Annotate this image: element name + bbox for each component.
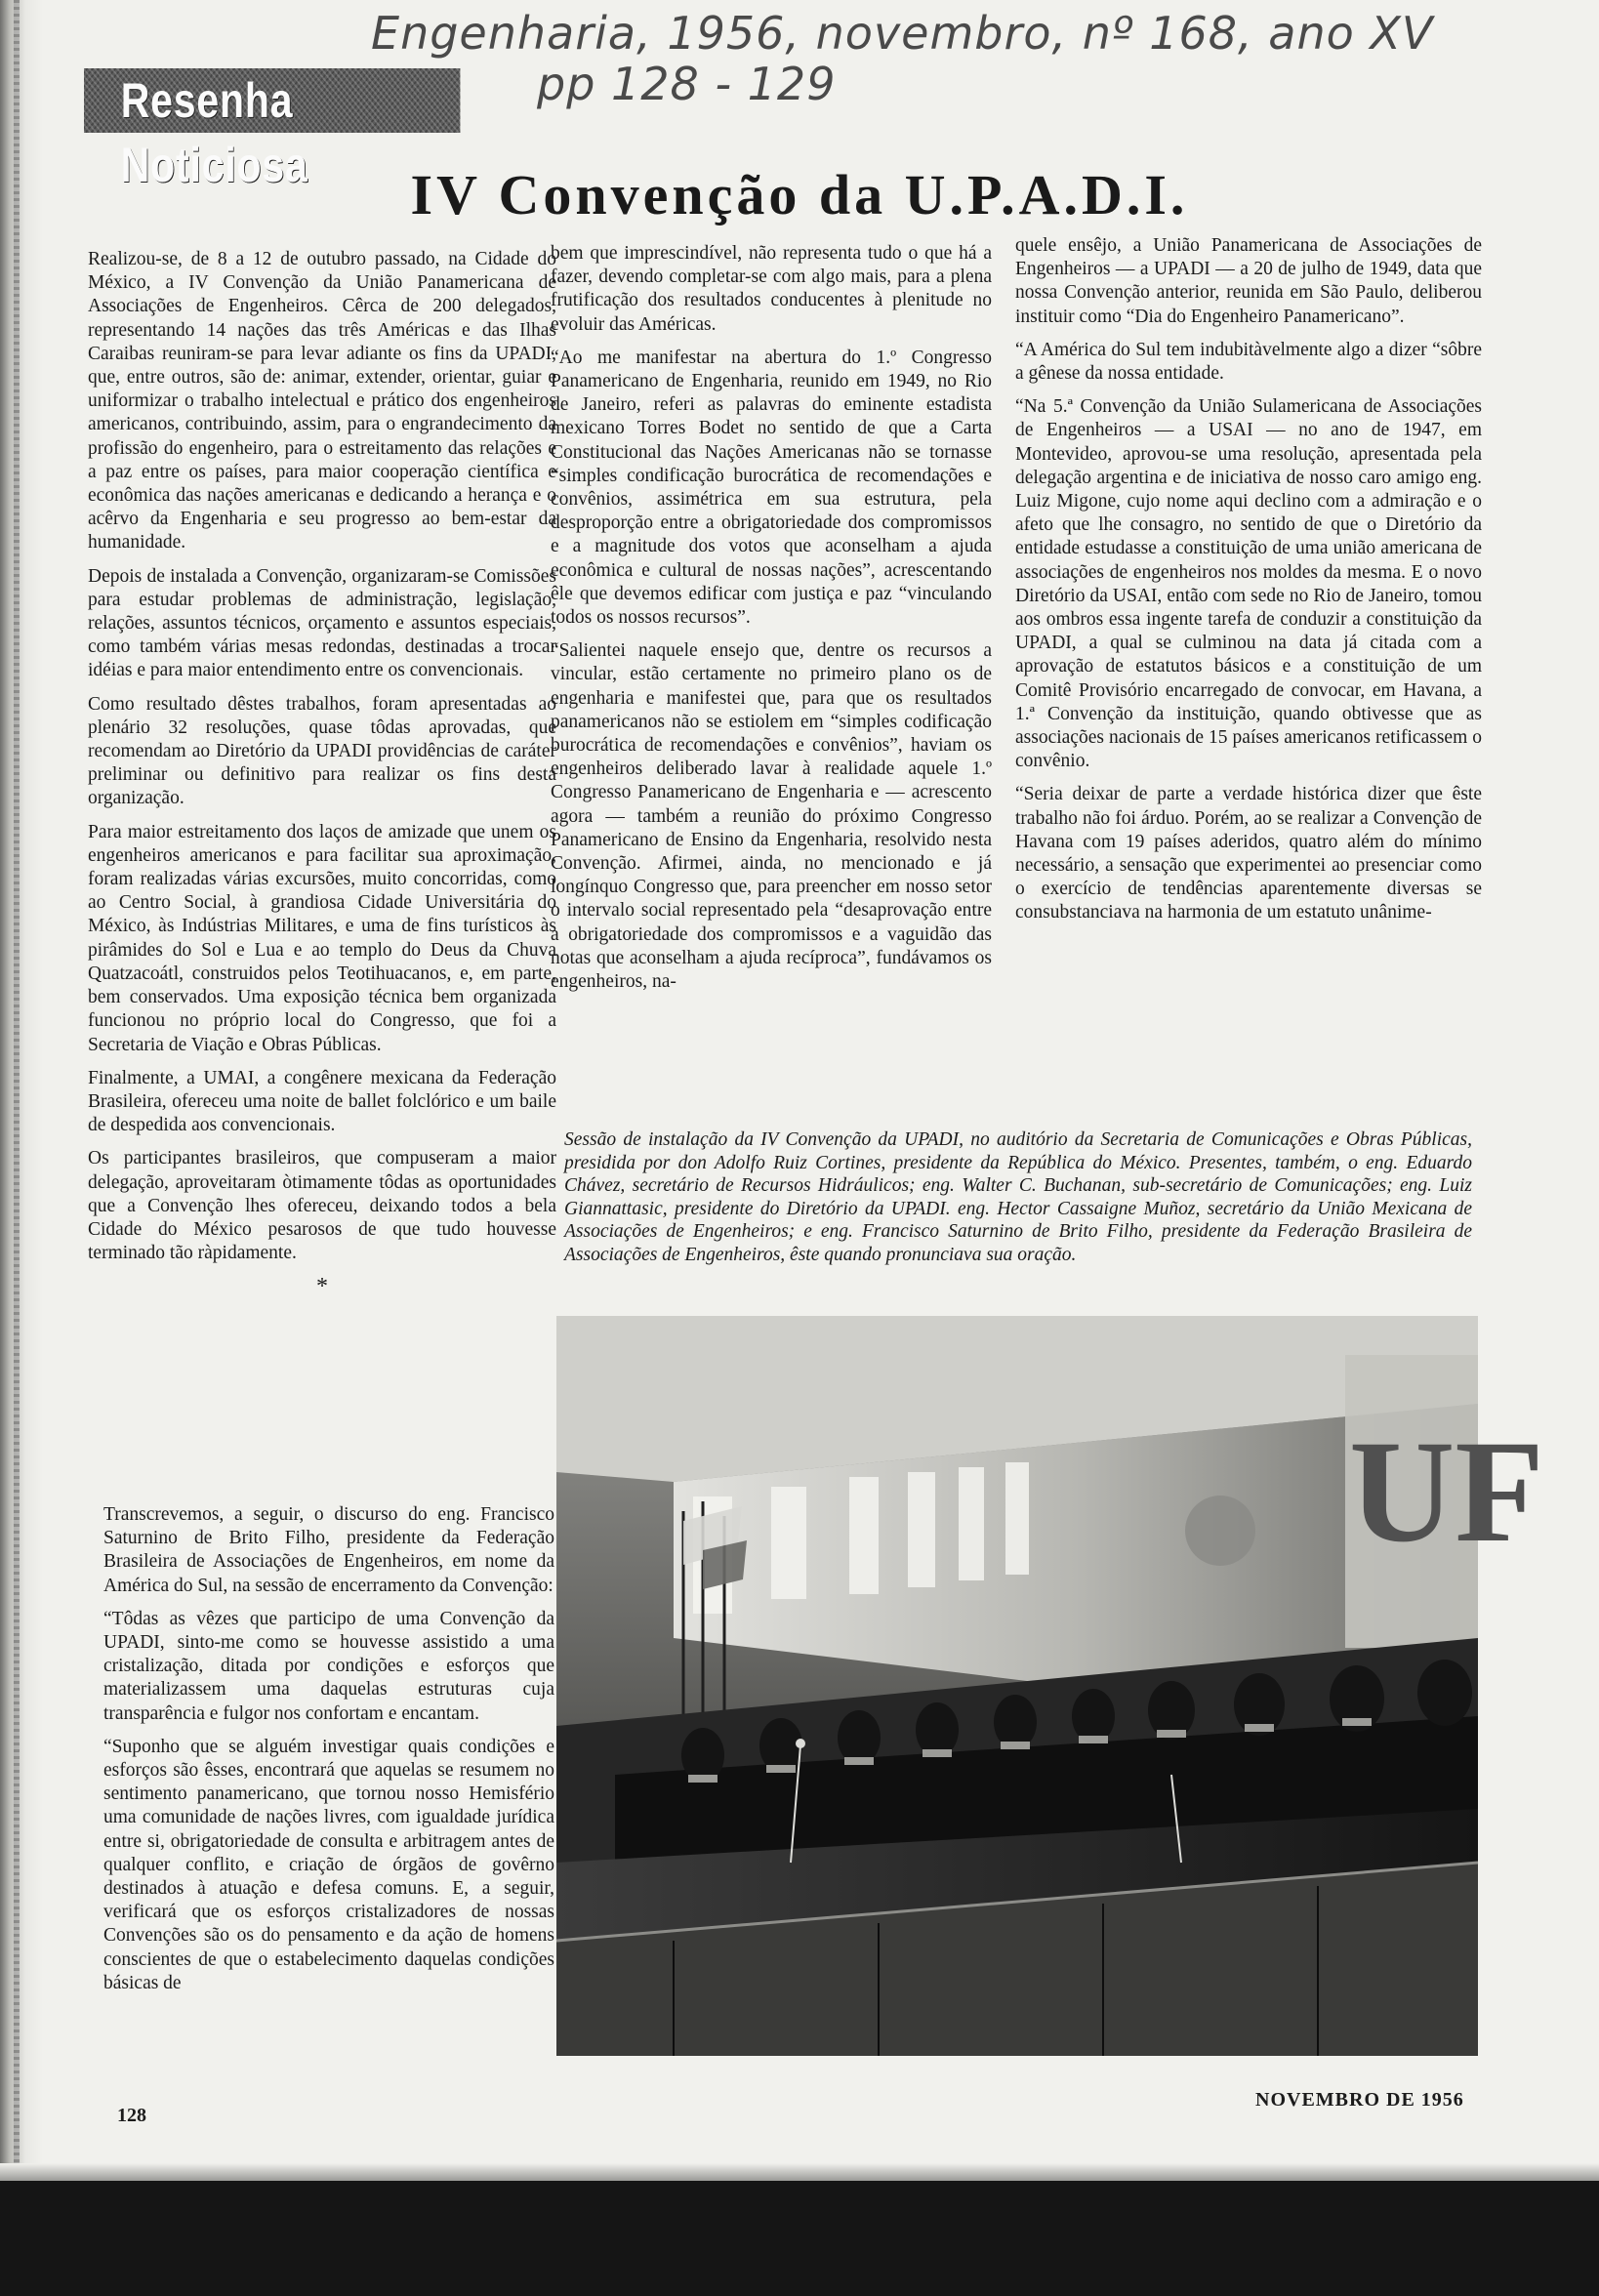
photo-caption: Sessão de instalação da IV Convenção da UPADI, no auditório da Secretaria de Comunicações e Obras Públicas, presidida por don Adolfo Ruiz Cortines, presidente da República do México. Presentes, também, o eng. Eduardo Chávez, secretário de Recursos Hidráulicos; eng. Walter C. Buchanan, sub-secretário de Comunicações; eng. Luiz Giannattasic, presidente do Diretório da UPADI. eng. Hector Cassaigne Muñoz, secretário da União Mexicana de Associações de Engenheiros; e eng. Francisco Saturnino de Brito Filho, presidente da Federação Brasileira de Associações de Engenheiros, êste quando pronunciava sua oração. [564, 1129, 1472, 1265]
scan-binding-edge [0, 0, 43, 2296]
section-label: Resenha Noticiosa [120, 73, 308, 192]
paragraph: “A América do Sul tem indubitàvelmente algo a dizer “sôbre a gênese da nossa entidade. [1015, 339, 1482, 385]
column-2 [551, 242, 992, 1004]
section-separator: * [316, 1274, 328, 1300]
scan-bottom-border [0, 2181, 1599, 2296]
annotation-line-1: Engenharia, 1956, novembro, nº 168, ano XV [371, 7, 1434, 60]
column-1 [88, 248, 556, 1309]
issue-date: NOVEMBRO DE 1956 [1255, 2089, 1464, 2111]
column-1-speech [103, 1503, 554, 2005]
paragraph: Depois de instalada a Convenção, organizaram-se Comissões para estudar problemas de administração, legislação, relações, assuntos técnicos, orçamento e assuntos especiais, como também várias mesas redondas, destinadas a trocar idéias e para maior entendimento entre os convencionais. [88, 565, 556, 681]
wall-sign-letters: UF [1349, 1411, 1544, 1573]
handwritten-annotation [371, 8, 1581, 109]
paragraph: “Seria deixar de parte a verdade histórica dizer que êste trabalho não foi árduo. Porém, ao se realizar a Convenção de Havana com 19 países aderidos, quatro além do mínimo necessário, a sensação que experimentei ao presenciar como o exercício de tendências aparentemente diversas se consubstanciava na harmonia de um estatuto unânime- [1015, 784, 1482, 923]
paragraph: Finalmente, a UMAI, a congênere mexicana da Federação Brasileira, ofereceu uma noite de ballet folclórico e um baile de despedida aos convencionais. [88, 1067, 556, 1136]
page-number: 128 [117, 2105, 146, 2126]
paragraph: Os participantes brasileiros, que compuseram a maior delegação, aproveitaram òtimamente tôdas as oportunidades que a Convenção lhes ofereceu, deixando todos a bela Cidade do México pesarosos de que tudo houvesse terminado tão ràpidamente. [88, 1148, 556, 1264]
paragraph: Transcrevemos, a seguir, o discurso do eng. Francisco Saturnino de Brito Filho, presidente da Federação Brasileira de Associações de Engenheiros, em nome da América do Sul, na sessão de encerramento da Convenção: [103, 1504, 554, 1596]
section-banner [84, 68, 460, 192]
column-3 [1015, 234, 1482, 935]
paragraph: Realizou-se, de 8 a 12 de outubro passado, na Cidade do México, a IV Convenção da União Panamericana de Associações de Engenheiros. Cêrca de 200 delegados, representando 14 nações das três Américas e das Ilhas Caraibas reuniram-se para levar adiante os fins da UPADI, que, entre outros, são de: animar, extender, orientar, guiar e uniformizar o trabalho intelectual e prático dos engenheiros americanos, contribuindo, assim, para o engrandecimento da profissão do engenheiro, para o estreitamento das relações e a paz entre os países, para maior cooperação científica e econômica das nações americanas e dedicando a herança e o acêrvo da Engenharia e seu progresso ao bem-estar da humanidade. [88, 249, 556, 554]
article-title: IV Convenção da U.P.A.D.I. [410, 163, 1189, 226]
convention-photo [556, 1316, 1544, 2056]
paragraph: “Suponho que se alguém investigar quais condições e esforços são êsses, encontrará que aquelas se resumem no sentimento panamericano, que tornou nosso Hemisfério uma comunidade de nações livres, com igualdade jurídica entre si, obrigatoriedade de consulta e arbitragem antes de qualquer conflito, e criação de órgãos de govêrno destinados à atuação e defesa comuns. E, a seguir, verificará que os esforços cristalizadores de nossas Convenções são os do pensamento e da ação de homens conscientes de que o estabelecimento daquelas condições básicas de [103, 1736, 554, 1993]
paragraph: “Tôdas as vêzes que participo de uma Convenção da UPADI, sinto-me como se houvesse assistido a uma cristalização, ditada por condições e esforços que materializassem uma daquelas estruturas cuja transparência e fulgor nos confortam e encantam. [103, 1608, 554, 1724]
paragraph: quele ensêjo, a União Panamericana de Associações de Engenheiros — a UPADI — a 20 de julho de 1949, data que nossa Convenção anterior, reunida em São Paulo, deliberou instituir como “Dia do Engenheiro Panamericano”. [1015, 235, 1482, 327]
paragraph: “Salientei naquele ensejo que, dentre os recursos a vincular, estão certamente no primeiro plano os de engenharia e manifestei que, para que os resultados panamericanos não se estiolem em “simples codificação burocrática de recomendações e convênios”, haviam os engenheiros deliberado lavar à realidade aquele 1.º Congresso Panamericano de Engenharia e — acrescento agora — também a reunião do próximo Congresso Panamericano de Ensino da Engenharia, resolvido nesta Convenção. Afirmei, ainda, no mencionado e já longínquo Congresso que, para preencher em nosso setor o intervalo social representado pela “desaprovação entre a obrigatoriedade dos compromissos e a vaguidão das notas que aconselham a ajuda recíproca”, fundávamos os engenheiros, na- [551, 640, 992, 993]
paragraph: bem que imprescindível, não representa tudo o que há a fazer, devendo completar-se com algo mais, para a plena frutificação dos resultados conducentes à plenitude no evoluir das Américas. [551, 243, 992, 335]
paragraph: Para maior estreitamento dos laços de amizade que unem os engenheiros americanos e para facilitar sua aproximação, foram realizadas várias excursões, muito concorridas, como ao Centro Social, à grandiosa Cidade Universitária do México, às Indústrias Militares, e uma de fins turísticos às pirâmides do Sol e Lua e ao templo do Deus da Chuva Quatzacoátl, construidos pelos Teotihuacanos, e, em parte, bem conservados. Uma exposição técnica bem organizada funcionou no próprio local do Congresso, que foi a Secretaria de Viação e Obras Públicas. [88, 821, 556, 1055]
paragraph: “Na 5.ª Convenção da União Sulamericana de Associações de Engenheiros — a USAI — no ano de 1947, em Montevideo, aprovou-se uma resolução, apresentada pela delegação argentina e de iniciativa de nosso caro amigo eng. Luiz Migone, cujo nome aqui declino com a admiração e o afeto que lhe consagro, no sentido de que o Diretório da entidade estudasse a constituição de uma união americana de associações de engenheiros nos moldes da mesma. E o novo Diretório da USAI, então com sede no Rio de Janeiro, tomou aos ombros essa ingente tarefa de conduzir a constituição da UPADI, a qual se culminou na data já citada com a aprovação de estatutos básicos e a constituição de um Comitê Provisório encarregado de convocar, em Havana, a 1.ª Convenção da instituição, quando obtivesse que as associações nacionais de 15 países americanos retificassem o convênio. [1015, 396, 1482, 772]
paragraph: “Ao me manifestar na abertura do 1.º Congresso Panamericano de Engenharia, reunido em 1949, no Rio de Janeiro, referi as palavras do eminente estadista mexicano Torres Bodet no sentido de que a Carta Constitucional das Nações Americanas não se tornasse “simples condificação burocrática de recomendações e convênios, assimétrica em sua estrutura, pela desproporção entre a obrigatoriedade dos compromissos e a magnitude dos votos que aconselham a ajuda econômica e cultural de nossas nações”, acrescentando êle que devemos edificar com justiça e paz “vinculando todos os nossos recursos”. [551, 347, 992, 629]
annotation-line-2: pp 128 - 129 [537, 58, 837, 110]
paragraph: Como resultado dêstes trabalhos, foram apresentadas ao plenário 32 resoluções, quase tôdas aprovadas, que recomendam ao Diretório da UPADI providências de caráter preliminar ou definitivo para realizar os fins desta organização. [88, 693, 556, 809]
